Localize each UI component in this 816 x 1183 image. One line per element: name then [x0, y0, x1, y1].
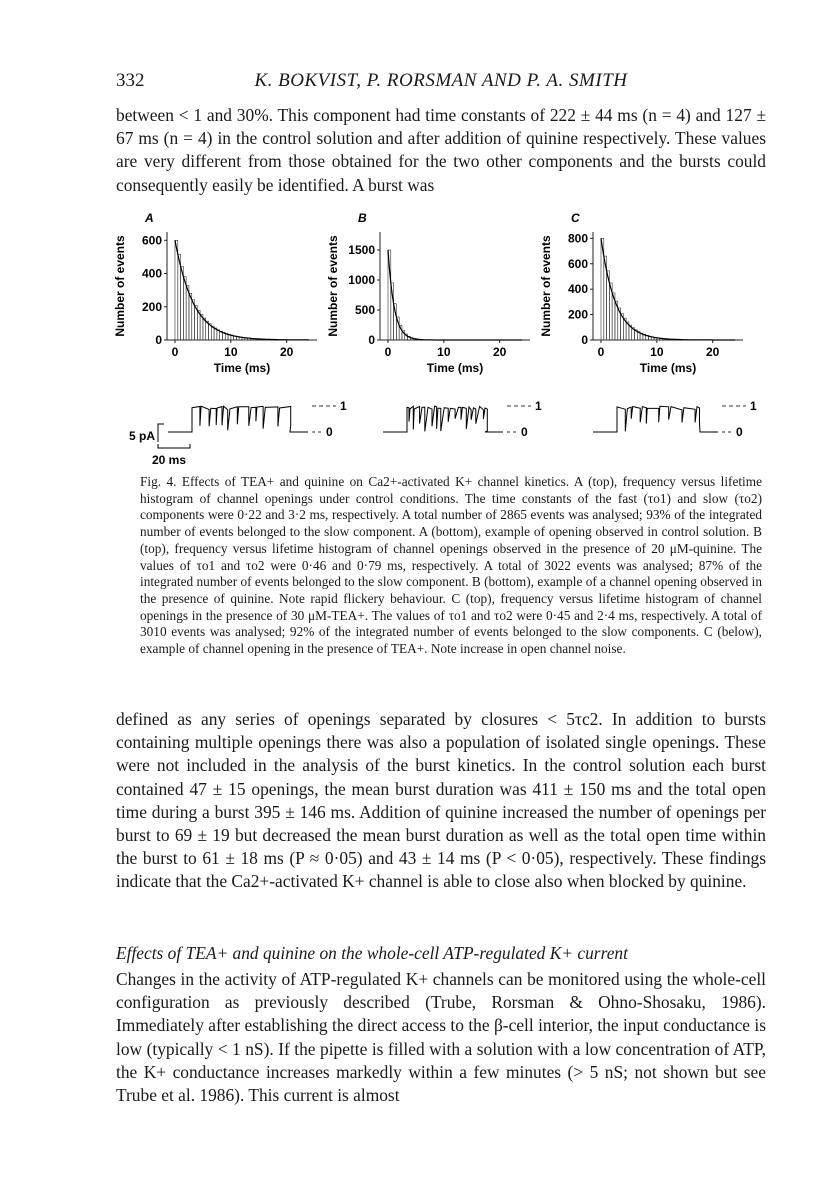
paragraph-middle: defined as any series of openings separated by closures < 5τc2. In addition to bursts containing multiple openings there was also a population of isolated single openings. These were not included in the analysis of the burst kinetics. In the control solution each burst contained 47 ± 15 openings, the mean burst duration was 411 ± 150 ms and the total open time during a burst 395 ± 146 ms. Addition of quinine increased the number of openings per burst to 69 ± 19 but decreased the mean burst duration as well as the total open time within the burst to 61 ± 18 ms (P ≈ 0·05) and 43 ± 14 ms (P < 0·05), respectively. These findings indicate that the Ca2+-activated K+ channel is able to close also when blocked by quinine.	[116, 709, 766, 892]
y-tick-label: 1000	[348, 273, 375, 287]
y-axis-label: Number of events	[113, 235, 127, 337]
y-tick-label: 400	[567, 282, 588, 297]
closed-level-label: 0	[736, 425, 743, 439]
channel-trace	[168, 406, 308, 432]
histogram-panel-c	[539, 211, 743, 375]
x-axis-label: Time (ms)	[213, 361, 271, 375]
figure-caption: Fig. 4. Effects of TEA+ and quinine on Ca2+-activated K+ channel kinetics. A (top), frequency versus lifetime histogram of channel openings under control conditions. The time constants of the fast (τo1) and slow (τo2) components were 0·22 and 3·2 ms, respectively. A total number of 2865 events was analysed; 93% of the integrated number of events belonged to the slow component. A (bottom), example of opening observed in control solution. B (top), frequency versus lifetime histogram of channel openings observed in the presence of 20 μM-quinine. The values of τo1 and τo2 were 0·46 and 0·79 ms, respectively. A total of 3022 events was analysed; 87% of the integrated number of events belonged to the slow component. B (bottom), example of a channel opening observed in the presence of quinine. Note rapid flickery behaviour. C (top), frequency versus lifetime histogram of channel openings in the presence of 30 μM-TEA+. The values of τo1 and τo2 were 0·45 and 2·4 ms, respectively. A total of 3010 events was analysed; 92% of the integrated number of events belonged to the slow components. C (below), example of channel opening in the presence of TEA+. Note increase in open channel noise.	[140, 474, 762, 657]
y-axis-label: Number of events	[326, 235, 340, 337]
panel-label: A	[145, 211, 154, 225]
y-tick-label: 800	[567, 231, 588, 246]
histogram-bar	[189, 293, 192, 340]
figure-4-graphic	[108, 200, 776, 472]
x-axis-label: Time (ms)	[639, 361, 697, 375]
y-axis-label: Number of events	[539, 235, 553, 337]
paragraph-bottom: Changes in the activity of ATP-regulated K+ channels can be monitored using the whole-cell configuration as previously described (Trube, Rorsman & Ohno-Shosaku, 1986). Immediately after establishing the direct access to the β-cell interior, the input conductance is low (typically < 1 nS). If the pipette is filled with a solution with a low concentration of ATP, the K+ conductance increases markedly within a few minutes (> 5 nS; not shown but see Trube et al. 1986). This current is almost	[116, 969, 766, 1106]
open-level-label: 1	[535, 399, 542, 413]
figure-4	[108, 200, 776, 472]
current-scale-label: 5 pA	[128, 429, 155, 443]
y-tick-label: 600	[141, 233, 162, 248]
channel-trace	[383, 406, 503, 432]
x-tick-label: 20	[492, 345, 507, 359]
x-tick-label: 20	[279, 345, 294, 359]
histogram-panel-a	[113, 211, 317, 375]
panel-label: B	[358, 211, 367, 225]
current-scale-bar	[158, 424, 164, 442]
section-heading: Effects of TEA+ and quinine on the whole-cell ATP-regulated K+ current	[116, 943, 628, 963]
y-tick-label: 200	[141, 299, 162, 314]
x-tick-label: 10	[224, 345, 238, 359]
open-level-label: 1	[750, 399, 757, 413]
histogram-bar	[181, 266, 184, 340]
x-tick-label: 0	[597, 345, 605, 359]
channel-traces	[129, 399, 757, 467]
x-tick-label: 0	[384, 345, 392, 359]
y-tick-label: 600	[567, 256, 588, 271]
y-tick-label: 500	[354, 303, 375, 317]
y-tick-label: 400	[141, 266, 162, 281]
x-tick-label: 10	[437, 345, 451, 359]
time-scale-bar	[158, 444, 190, 448]
fit-curve	[175, 240, 309, 340]
panel-label: C	[571, 211, 580, 225]
y-tick-label: 0	[155, 333, 162, 347]
y-tick-label: 0	[368, 333, 375, 347]
x-tick-label: 0	[171, 345, 179, 359]
y-tick-label: 200	[567, 307, 588, 322]
histogram-bar	[175, 240, 178, 340]
closed-level-label: 0	[521, 425, 528, 439]
histogram-bar	[186, 286, 189, 340]
x-tick-label: 20	[705, 345, 720, 359]
page-number: 332	[116, 70, 145, 91]
x-tick-label: 10	[650, 345, 664, 359]
time-scale-label: 20 ms	[152, 453, 187, 467]
histogram-panel-b	[326, 211, 530, 375]
channel-trace	[593, 406, 718, 432]
paragraph-top: between < 1 and 30%. This component had time constants of 222 ± 44 ms (n = 4) and 127 ± 67 ms (n = 4) in the control solution and after addition of quinine respectively. These values are very different from those obtained for the two other components and the bursts could consequently easily be identified. A burst was	[116, 105, 766, 195]
page-header	[116, 70, 766, 94]
open-level-label: 1	[340, 399, 347, 413]
histogram-bar	[183, 277, 186, 340]
x-axis-label: Time (ms)	[426, 361, 484, 375]
running-head: K. BOKVIST, P. RORSMAN AND P. A. SMITH	[254, 70, 628, 91]
histogram-bar	[178, 254, 181, 340]
y-tick-label: 1500	[348, 243, 375, 257]
fit-curve	[388, 250, 522, 340]
closed-level-label: 0	[326, 425, 333, 439]
fit-curve	[601, 238, 735, 340]
y-tick-label: 0	[581, 333, 588, 347]
